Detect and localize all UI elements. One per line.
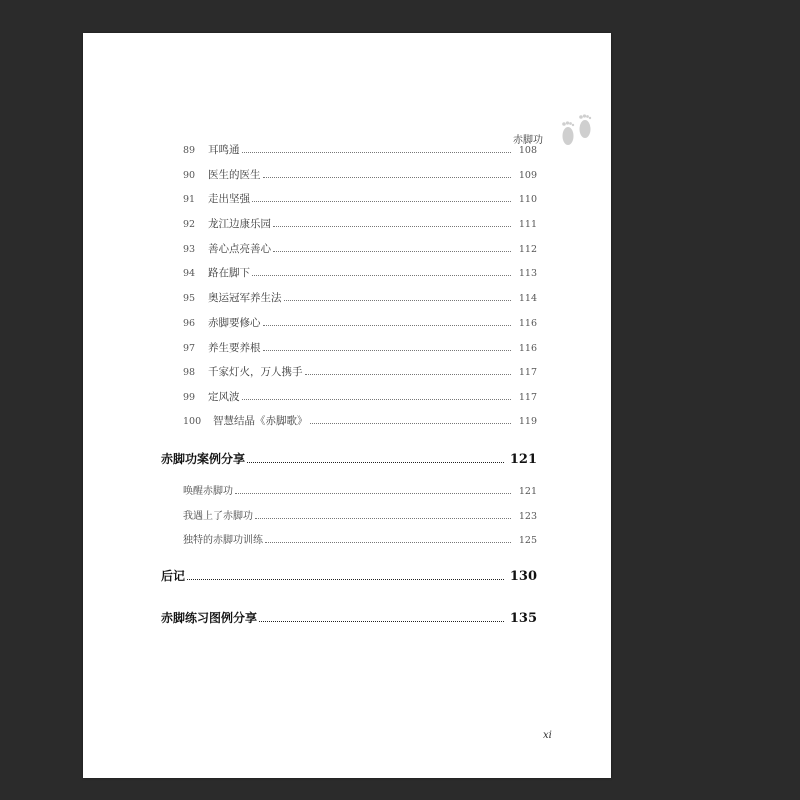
- entry-title: 龙江边康乐园: [208, 218, 271, 230]
- section-page: 130: [509, 569, 537, 584]
- toc-entry[interactable]: [183, 290, 537, 305]
- entry-number: 98: [183, 367, 196, 378]
- dot-leader: [284, 300, 512, 301]
- entry-number: 96: [183, 318, 196, 329]
- section-title: 后记: [161, 569, 186, 583]
- entry-title: 走出坚强: [208, 193, 250, 205]
- entry-title: 养生要养根: [208, 342, 261, 354]
- section-page: 135: [509, 611, 537, 626]
- entry-page: 117: [518, 367, 537, 378]
- toc-entry[interactable]: [183, 191, 537, 206]
- toc-entry[interactable]: [183, 315, 537, 330]
- entry-page: 112: [518, 244, 537, 255]
- subentry-title: 唤醒赤脚功: [183, 486, 233, 497]
- dot-leader: [242, 399, 512, 400]
- entry-page: 111: [518, 219, 537, 230]
- entry-page: 110: [518, 194, 537, 205]
- dot-leader: [255, 518, 511, 519]
- entry-number: 92: [183, 219, 196, 230]
- dot-leader: [273, 251, 511, 252]
- dot-leader: [263, 350, 512, 351]
- entry-title: 奥运冠军养生法: [208, 292, 282, 304]
- toc-subentry[interactable]: [183, 482, 537, 497]
- toc-subentry[interactable]: [183, 507, 537, 522]
- dot-leader: [247, 462, 504, 463]
- entry-page: 116: [518, 318, 537, 329]
- entry-page: 114: [518, 293, 537, 304]
- subentry-title: 我遇上了赤脚功: [183, 511, 253, 522]
- dot-leader: [252, 275, 511, 276]
- page-number: xi: [543, 730, 552, 741]
- entry-number: 100: [183, 416, 202, 427]
- dot-leader: [265, 542, 511, 543]
- toc-entry[interactable]: [183, 265, 537, 280]
- entry-number: 89: [183, 145, 196, 156]
- subentry-title: 独特的赤脚功训练: [183, 535, 263, 546]
- entry-number: 97: [183, 343, 196, 354]
- dot-leader: [242, 152, 512, 153]
- subentry-page: 121: [518, 486, 537, 497]
- entry-title: 智慧结晶《赤脚歌》: [213, 415, 308, 427]
- entry-page: 117: [518, 392, 537, 403]
- subentry-page: 125: [518, 535, 537, 546]
- table-of-contents: [83, 33, 611, 778]
- entry-page: 113: [518, 268, 537, 279]
- toc-entry[interactable]: [183, 364, 537, 379]
- dot-leader: [259, 621, 504, 622]
- toc-entry[interactable]: [183, 389, 537, 404]
- entry-title: 定风波: [208, 391, 240, 403]
- dot-leader: [235, 493, 511, 494]
- entry-number: 90: [183, 170, 196, 181]
- toc-subentry[interactable]: [183, 531, 537, 546]
- dot-leader: [263, 325, 512, 326]
- dot-leader: [305, 374, 512, 375]
- dot-leader: [310, 423, 512, 424]
- entry-page: 119: [518, 416, 537, 427]
- entry-page: 116: [518, 343, 537, 354]
- toc-entry[interactable]: [183, 340, 537, 355]
- toc-section[interactable]: [161, 567, 537, 584]
- entry-number: 94: [183, 268, 196, 279]
- toc-section[interactable]: [161, 450, 537, 467]
- entry-page: 108: [518, 145, 537, 156]
- section-title: 赤脚练习图例分享: [161, 611, 258, 625]
- entry-title: 耳鸣通: [208, 144, 240, 156]
- dot-leader: [263, 177, 512, 178]
- entry-number: 95: [183, 293, 196, 304]
- toc-section[interactable]: [161, 609, 537, 626]
- entry-title: 善心点亮善心: [208, 243, 271, 255]
- subentry-page: 123: [518, 511, 537, 522]
- entry-title: 千家灯火，万人携手: [208, 366, 303, 378]
- entry-number: 93: [183, 244, 196, 255]
- toc-entry[interactable]: [183, 167, 537, 182]
- toc-entry[interactable]: [183, 241, 537, 256]
- document-page: [83, 33, 611, 778]
- entry-number: 91: [183, 194, 196, 205]
- toc-entry[interactable]: [183, 216, 537, 231]
- dot-leader: [273, 226, 511, 227]
- section-page: 121: [509, 452, 537, 467]
- entry-page: 109: [518, 170, 537, 181]
- entry-title: 医生的医生: [208, 169, 261, 181]
- dot-leader: [252, 201, 511, 202]
- entry-title: 路在脚下: [208, 267, 250, 279]
- toc-entry[interactable]: [183, 142, 537, 157]
- entry-number: 99: [183, 392, 196, 403]
- entry-title: 赤脚要修心: [208, 317, 261, 329]
- section-title: 赤脚功案例分享: [161, 452, 246, 466]
- dot-leader: [187, 579, 504, 580]
- header-title: 赤脚功: [513, 135, 543, 146]
- toc-entry[interactable]: [183, 413, 537, 428]
